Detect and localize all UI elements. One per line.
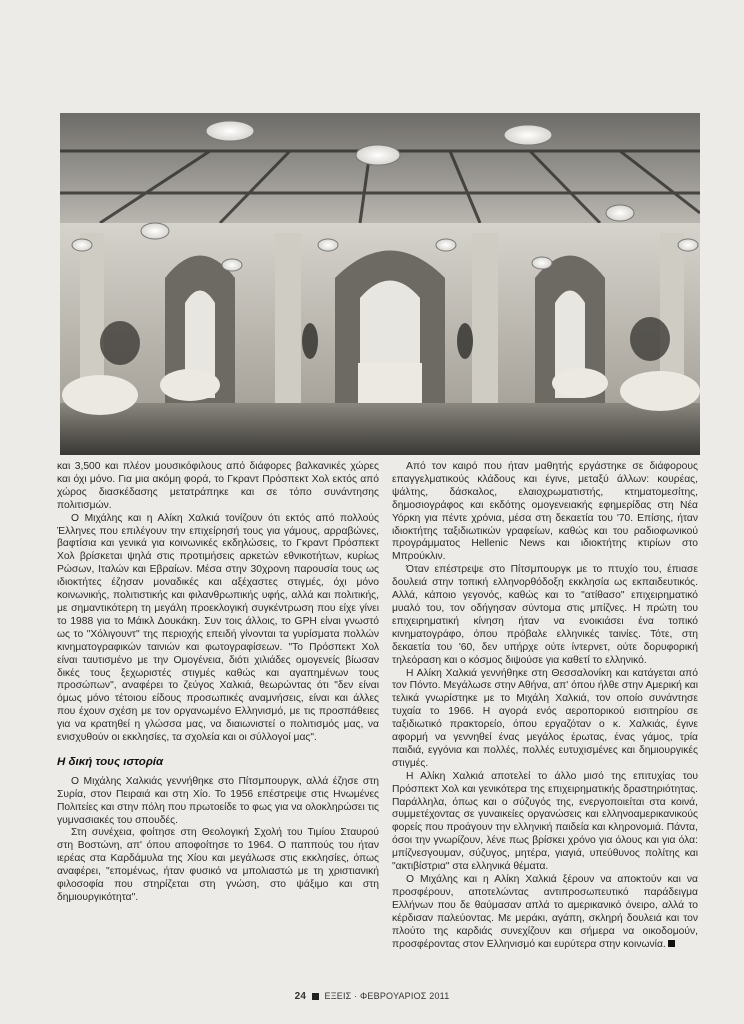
- paragraph: Όταν επέστρεψε στο Πίτσμπουργκ με το πτυχίο του, έπιασε δουλειά στην τοπική ελληνορθόδοξη εκκλησία ως εκπαιδευτικός. Αλλά, κάποιο γεγονός, καθώς και το "ατίθασο" επιχειρηματικό μυαλό του, τον οδήγησαν σύντομα στις μπίζνες. Η πρώτη του επιχειρηματική κίνηση ήταν να ενοικιάσει ένα τοπικό κινηματογράφο, όπου πρόβαλε ελληνικές ταινίες. Τότε, στη δεκαετία του '60, δεν υπήρχε ούτε ίντερνετ, ούτε δορυφορική τηλεόραση και ο κόσμος διψούσε για καθετί το ελληνικό.: [392, 564, 698, 666]
- magazine-name: ΕΞΕΙΣ: [324, 991, 352, 1001]
- page-number: 24: [294, 991, 307, 1002]
- article-column-left: [57, 461, 379, 905]
- article-column-right: [392, 461, 698, 951]
- issue-date: ΦΕΒΡΟΥΑΡΙΟΣ 2011: [360, 991, 450, 1001]
- square-bullet-icon: [312, 993, 319, 1000]
- paragraph: Στη συνέχεια, φοίτησε στη Θεολογική Σχολή του Τιμίου Σταυρού στη Βοστώνη, απ' όπου αποφοίτησε το 1964. Ο παππούς του ήταν ιερέας στα Καρδάμυλα της Χίου και μεγάλωσε στις εκκλησίες, όπως αναφέρει, "επομένως, ήταν φυσικό να μπολιαστώ με τη χριστιανική φιλοσοφία που στηρίζεται στη γνώση, στο ψάξιμο και στη δημιουργικότητα".: [57, 827, 379, 903]
- separator: ·: [354, 991, 358, 1001]
- paragraph-final-text: Ο Μιχάλης και η Αλίκη Χαλκιά ξέρουν να αποκτούν και να προσφέρουν, αποτελώντας αντιπροσωπευτικό παράδειγμα Ελλήνων που δε θαύμασαν απλά το αμερικανικό όνειρο, αλλά το κέρδισαν παλεύοντας. Με μεράκι, αγάπη, σκληρή δουλειά και τον πλούτο της καρδιάς συνεχίζουν και σήμερα να οικοδομούν, προσφέροντας στον Ελληνισμό και ευρύτερα στην κοινωνία.: [392, 874, 698, 950]
- page-footer: [0, 991, 744, 1002]
- end-mark-icon: [668, 940, 675, 947]
- paragraph: Η Αλίκη Χαλκιά αποτελεί το άλλο μισό της επιτυχίας του Πρόσπεκτ Χολ και γενικότερα της επιχειρηματικής δραστηριότητας. Παράλληλα, όπως και ο σύζυγός της, ενεργοποιείται στα κοινά, συμμετέχοντας σε γυναικείες οργανώσεις και ελληνοαμερικανικούς φορείς που προάγουν την ελληνική παιδεία και κληρονομιά. Πάντα, όσοι την γνωρίζουν, λένε πως βρίσκει χρόνο για όλους και για όλα: μπίζνεσγουμαν, σύζυγος, μητέρα, γιαγιά, υπεύθυνος πολίτης και "ακτιβίστρια" στα ελληνικά θέματα.: [392, 770, 698, 873]
- ballroom-photo: [60, 113, 700, 455]
- paragraph-final: [392, 874, 698, 951]
- paragraph: Από τον καιρό που ήταν μαθητής εργάστηκε σε διάφορους επαγγελματικούς κλάδους και έγινε, μεταξύ άλλων: κουρέας, ψάλτης, δάσκαλος, ελαιοχρωματιστής, κτηματομεσίτης, δημοσιογράφος και εκδότης ομογενειακής εφημερίδας στη Νέα Υόρκη για πέντε χρόνια, μέσα στη δεκαετία του '70. Επίσης, ήταν ιδιοκτήτης ταξιδιωτικών γραφείων, καθώς και του ραδιοφωνικού προγράμματος Hellenic News και ιδιοκτήτης κτιρίων στο Μπρούκλιν.: [392, 461, 698, 563]
- paragraph: Ο Μιχάλης και η Αλίκη Χαλκιά τονίζουν ότι εκτός από πολλούς Έλληνες που επιλέγουν την επιχείρησή τους για γάμους, αρραβώνες, βαφτίσια και γενικά για κοινωνικές εκδηλώσεις, το Γκραντ Πρόσπεκτ Χολ βρίσκεται ψηλά στις προτιμήσεις αρκετών εθνικοτήτων, κυρίως Ρώσων, Ιταλών και Εβραίων. Μέσα στην 30χρονη παρουσία τους ως ιδιοκτήτες έζησαν μοναδικές και αξέχαστες στιγμές, όχι μόνο κοινωνικής, πολιτιστικής και φιλανθρωπικής υφής, αλλά και πολιτικής, με σημαντικότερη τη μεγάλη προεκλογική συγκέντρωση που είχε γίνει το 1988 για το Μάικλ Δουκάκη. Συν τοις άλλοις, το GPH είναι γνωστό ως το "Χόλιγουντ" της περιοχής επειδή γίνονται τα γυρίσματα πολλών κινηματογραφικών ταινιών και φωτογραφίσεων. "Το Πρόσπεκτ Χολ είναι ταυτισμένο με την Ομογένεια, διότι χιλιάδες ομογενείς βίωσαν δικές τους ξεχωριστές στιγμές καθώς και αγαπημένων τους προσώπων", αναφέρει το ζεύγος Χαλκιά, θεωρώντας ότι "δεν είναι όμως μόνο τέτοιου είδους προσωπικές αναμνήσεις, είναι και άλλες που έχουν σχέση με τον οργανωμένο Ελληνισμό, με τις προσπάθειες για να κρατηθεί η γλώσσα μας, να διαιωνιστεί ο πολιτισμός μας, να ενισχυθούν οι εκκλησίες, τα σχολεία και οι σύλλογοί μας".: [57, 512, 379, 744]
- paragraph: Η Αλίκη Χαλκιά γεννήθηκε στη Θεσσαλονίκη και κατάγεται από τον Πόντο. Μεγάλωσε στην Αθήνα, απ' όπου ήλθε στην Αμερική και τελικά γνωρίστηκε με το Μιχάλη Χαλκιά, τον οποίο συνάντησε τυχαία το 1966. Η αγορά ενός αεροπορικού εισιτηρίου σε ταξιδιωτικό πρακτορείο, όπου εργαζόταν ο κ. Χαλκιάς, έγινε αφορμή να γεννηθεί ένας μεγάλος έρωτας, ένας γάμος, τρία παιδιά, εγγόνια και πολλές, πολλές ευτυχισμένες και δημιουργικές στιγμές.: [392, 667, 698, 769]
- paragraph: Ο Μιχάλης Χαλκιάς γεννήθηκε στο Πίτσμπουργκ, αλλά έζησε στη Συρία, στον Πειραιά και στη Χίο. Το 1956 επέστρεψε στις Ηνωμένες Πολιτείες και στην πόλη που πρωτοείδε το φως για να ολοκληρώσει τις γυμνασιακές του σπουδές.: [57, 775, 379, 826]
- section-heading: Η δική τους ιστορία: [57, 755, 164, 768]
- paragraph: και 3,500 και πλέον μουσικόφιλους από διάφορες βαλκανικές χώρες και όχι μόνο. Για μια ακόμη φορά, το Γκραντ Πρόσπεκτ Χολ εκτός από χώρος διασκέδασης μετατράπηκε και σε τόπο συνάντησης πολιτισμών.: [57, 461, 379, 511]
